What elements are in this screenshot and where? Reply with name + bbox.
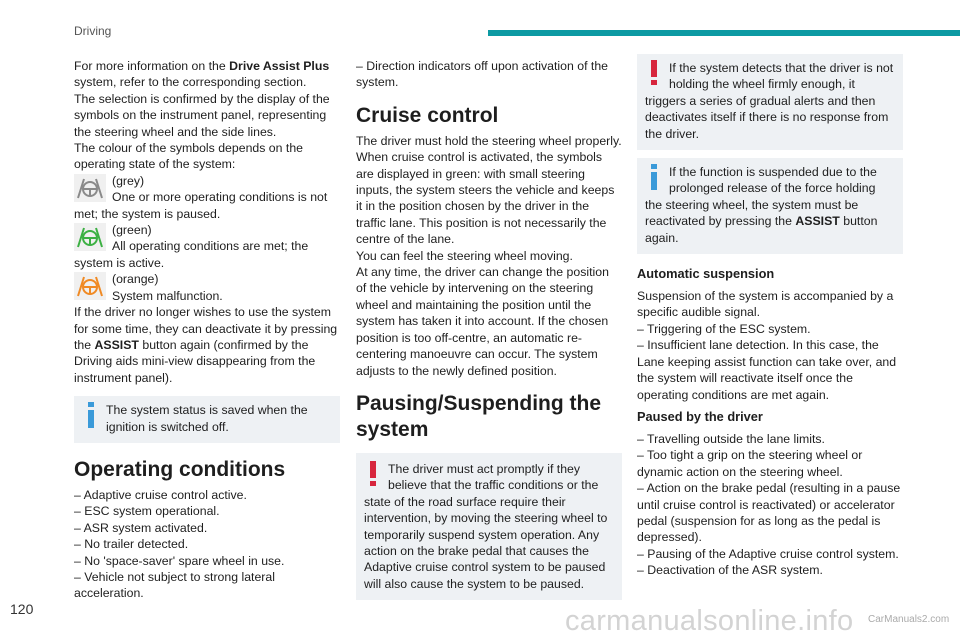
symbol-green-row: [74, 222, 340, 271]
note-text: [645, 164, 895, 246]
heading-paused-by-driver: Paused by the driver: [637, 408, 763, 424]
steering-wheel-green-icon: [74, 223, 106, 251]
list-item: – Adaptive cruise control active.: [74, 487, 247, 502]
warning-icon: [364, 461, 382, 491]
symbol-orange-desc: System malfunction.: [112, 288, 223, 303]
paused-list: [637, 431, 903, 579]
column-3: [637, 58, 903, 579]
page-number: 120: [10, 601, 34, 617]
paragraph-cruise-3: At any time, the driver can change the position of the vehicle by intervening on the steering wheel and maintaining the position until the system has taken it into account. If the chosen position is too off-centre, an automatic re-centering manoeuvre can occur. The system adjusts to the newly defined position.: [356, 265, 609, 378]
list-item: – Vehicle not subject to strong lateral acceleration.: [74, 569, 275, 601]
bold-text: ASSIST: [795, 214, 840, 229]
text: For more information on the: [74, 59, 230, 73]
paragraph-direction-indicators: – Direction indicators off upon activation of the system.: [356, 59, 609, 90]
watermark: carmanualsonline.info: [565, 605, 854, 637]
text: button again.: [645, 214, 878, 245]
list-item: – Travelling outside the lane limits.: [637, 431, 825, 446]
list-item: – No 'space-saver' spare wheel in use.: [74, 553, 285, 568]
text: If the driver no longer wishes to use the system for some time, they can deactivate it by pressing the: [74, 305, 338, 352]
paragraph-auto: Suspension of the system is accompanied by a specific audible signal.: [637, 289, 894, 320]
list-item: – Too tight a grip on the steering wheel or dynamic action on the steering wheel.: [637, 448, 863, 479]
list-item: – ESC system operational.: [74, 504, 220, 519]
symbol-grey-row: [74, 173, 340, 222]
warning-note: [637, 54, 903, 150]
text: If the function is suspended due to the prolonged release of the force holding the steering wheel, the system must be reactivated by pressing the: [645, 165, 877, 229]
info-icon: [82, 402, 100, 432]
column-1: [74, 58, 340, 602]
list-item: – Pausing of the Adaptive cruise control system.: [637, 546, 899, 561]
paragraph-selection: The selection is confirmed by the display of the symbols on the instrument panel, representing the steering wheel and the side lines.: [74, 91, 330, 139]
warning-text: The driver must act promptly if they believe that the traffic conditions or the state of the road surface require their intervention, by moving the steering wheel to temporarily suspend system operation. Any action on the brake pedal that causes the Adaptive cruise control system to be paused will also cause the system to be paused.: [364, 461, 608, 591]
list-item: – Action on the brake pedal (resulting in a pause until cruise control is reactivated) or accelerator pedal (suspension for as long as the pedal is depressed).: [637, 481, 901, 545]
list-item: – Insufficient lane detection. In this case, the Lane keeping assist function can take over, and the system will reactivate itself once the operating conditions are met again.: [637, 338, 897, 402]
heading-automatic-suspension: Automatic suspension: [637, 266, 775, 282]
list-item: – Triggering of the ESC system.: [637, 321, 811, 336]
note-text: The system status is saved when the ignition is switched off.: [106, 403, 308, 434]
warning-note: [356, 453, 622, 600]
steering-wheel-orange-icon: [74, 272, 106, 300]
heading-pausing: Pausing/Suspending the system: [356, 391, 602, 441]
bold-text: ASSIST: [94, 337, 139, 352]
heading-cruise-control: Cruise control: [356, 103, 499, 127]
symbol-green-state: (green): [112, 223, 152, 238]
text: button again (confirmed by the Driving aids mini-view disappearing from the instrument panel).: [74, 337, 316, 385]
info-note: [637, 158, 903, 254]
column-2: [356, 58, 622, 600]
symbol-orange-row: [74, 271, 340, 304]
list-item: – No trailer detected.: [74, 537, 189, 552]
paragraph-drive-assist: [74, 58, 340, 91]
warning-text: If the system detects that the driver is not holding the wheel firmly enough, it triggers a series of gradual alerts and then deactivates itself if there is no response from the driver.: [645, 61, 894, 141]
symbol-grey-state: (grey): [112, 173, 145, 188]
info-note: [74, 396, 340, 443]
watermark-small: CarManuals2.com: [868, 614, 950, 625]
paragraph-colour: The colour of the symbols depends on the operating state of the system:: [74, 141, 303, 172]
conditions-list: [74, 487, 340, 602]
paragraph-cruise-2: You can feel the steering wheel moving.: [356, 248, 573, 263]
section-title: Driving: [74, 24, 112, 38]
paragraph-deactivate: [74, 304, 340, 386]
symbol-grey-desc: One or more operating conditions is not met; the system is paused.: [74, 190, 328, 221]
symbol-green-desc: All operating conditions are met; the system is active.: [74, 239, 309, 270]
steering-wheel-grey-icon: [74, 174, 106, 202]
symbol-orange-state: (orange): [112, 272, 159, 287]
paragraph-cruise-1: The driver must hold the steering wheel properly. When cruise control is activated, the symbols are displayed in green: with small steering inputs, the system steers the vehicle and keeps it in the position chosen by the driver in the traffic lane. This position is not necessarily the centre of the lane.: [356, 133, 622, 247]
heading-operating-conditions: Operating conditions: [74, 457, 286, 481]
header-accent-bar: [488, 30, 960, 36]
bold-text: Drive Assist Plus: [229, 59, 330, 73]
list-item: – ASR system activated.: [74, 520, 208, 535]
list-item: – Deactivation of the ASR system.: [637, 563, 823, 578]
text: system, refer to the corresponding section.: [74, 75, 307, 90]
warning-icon: [645, 60, 663, 90]
info-icon: [645, 164, 663, 194]
